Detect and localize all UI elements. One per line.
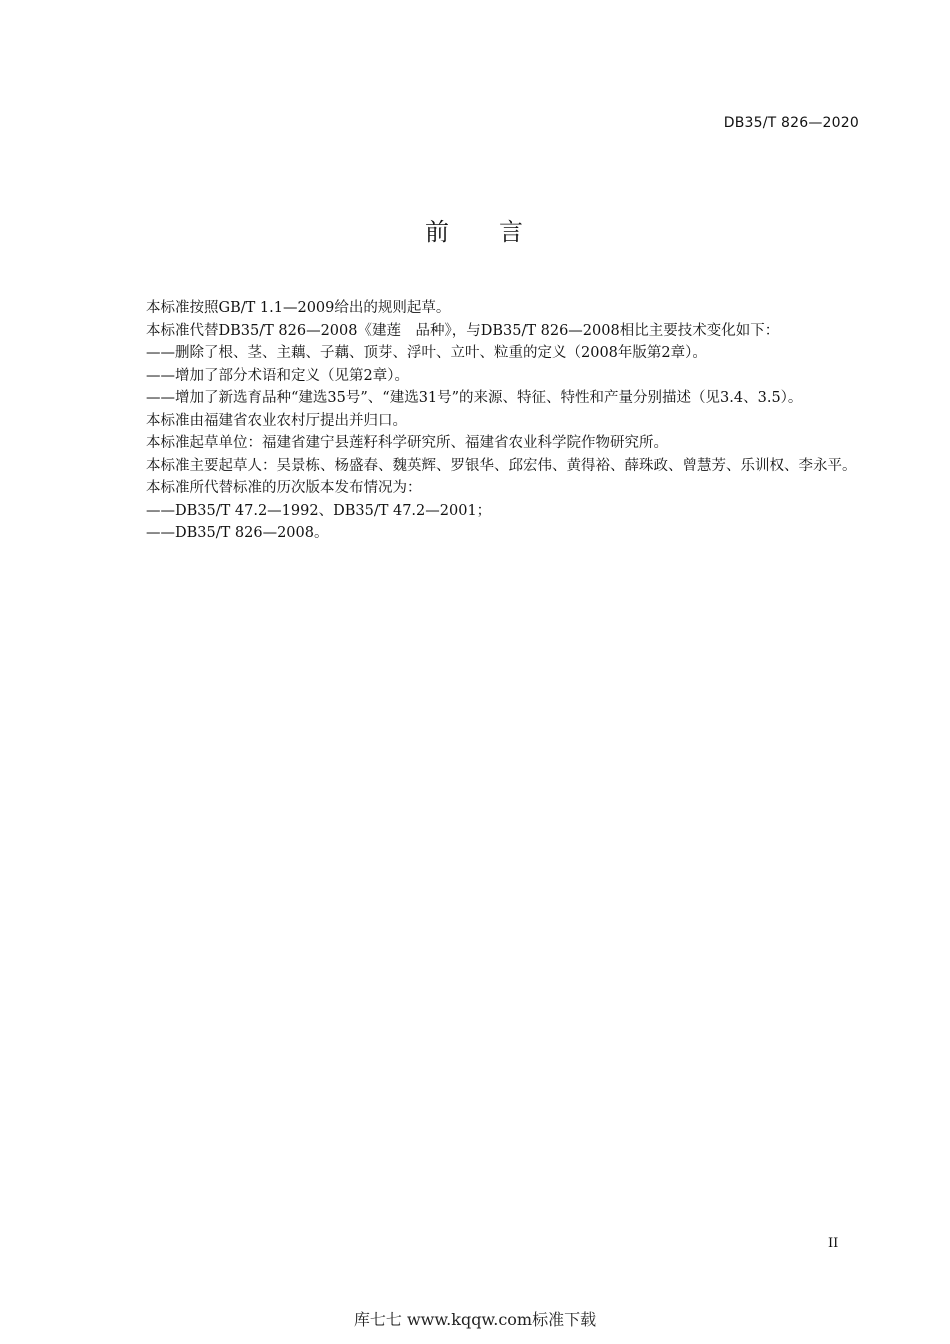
paragraph: ——增加了新选育品种“建选35号”、“建选31号”的来源、特征、特性和产量分别描述（见3.4、3.5）。 xyxy=(146,390,803,406)
paragraph: 本标准主要起草人：吴景栋、杨盛春、魏英辉、罗银华、邱宏伟、黄得裕、薛珠政、曾慧芳、乐训权、李永平。 xyxy=(146,457,857,474)
paragraph: 本标准由福建省农业农村厅提出并归口。 xyxy=(146,412,407,429)
paragraph: ——DB35/T 826—2008。 xyxy=(146,525,329,541)
page-title xyxy=(0,212,950,247)
paragraph: ——增加了部分术语和定义（见第2章）。 xyxy=(146,367,409,384)
paragraph: ——删除了根、茎、主藕、子藕、顶芽、浮叶、立叶、粒重的定义（2008年版第2章）。 xyxy=(146,345,707,361)
foreword-body xyxy=(114,297,862,545)
title-char-right: 言 xyxy=(499,218,525,246)
paragraph: ——DB35/T 47.2—1992、DB35/T 47.2—2001； xyxy=(146,502,492,519)
paragraph: 本标准按照GB/T 1.1—2009给出的规则起草。 xyxy=(146,300,451,316)
paragraph: 本标准代替DB35/T 826—2008《建莲 品种》，与DB35/T 826—2008相比主要技术变化如下： xyxy=(146,322,780,339)
title-char-left: 前 xyxy=(425,218,451,246)
footer-watermark: 库七七 www.kqqw.com标准下载 xyxy=(353,1310,597,1329)
paragraph: 本标准所代替标准的历次版本发布情况为： xyxy=(146,480,422,496)
standard-code: DB35/T 826—2020 xyxy=(723,115,859,131)
page-number: II xyxy=(828,1236,839,1251)
paragraph: 本标准起草单位：福建省建宁县莲籽科学研究所、福建省农业科学院作物研究所。 xyxy=(146,435,668,451)
